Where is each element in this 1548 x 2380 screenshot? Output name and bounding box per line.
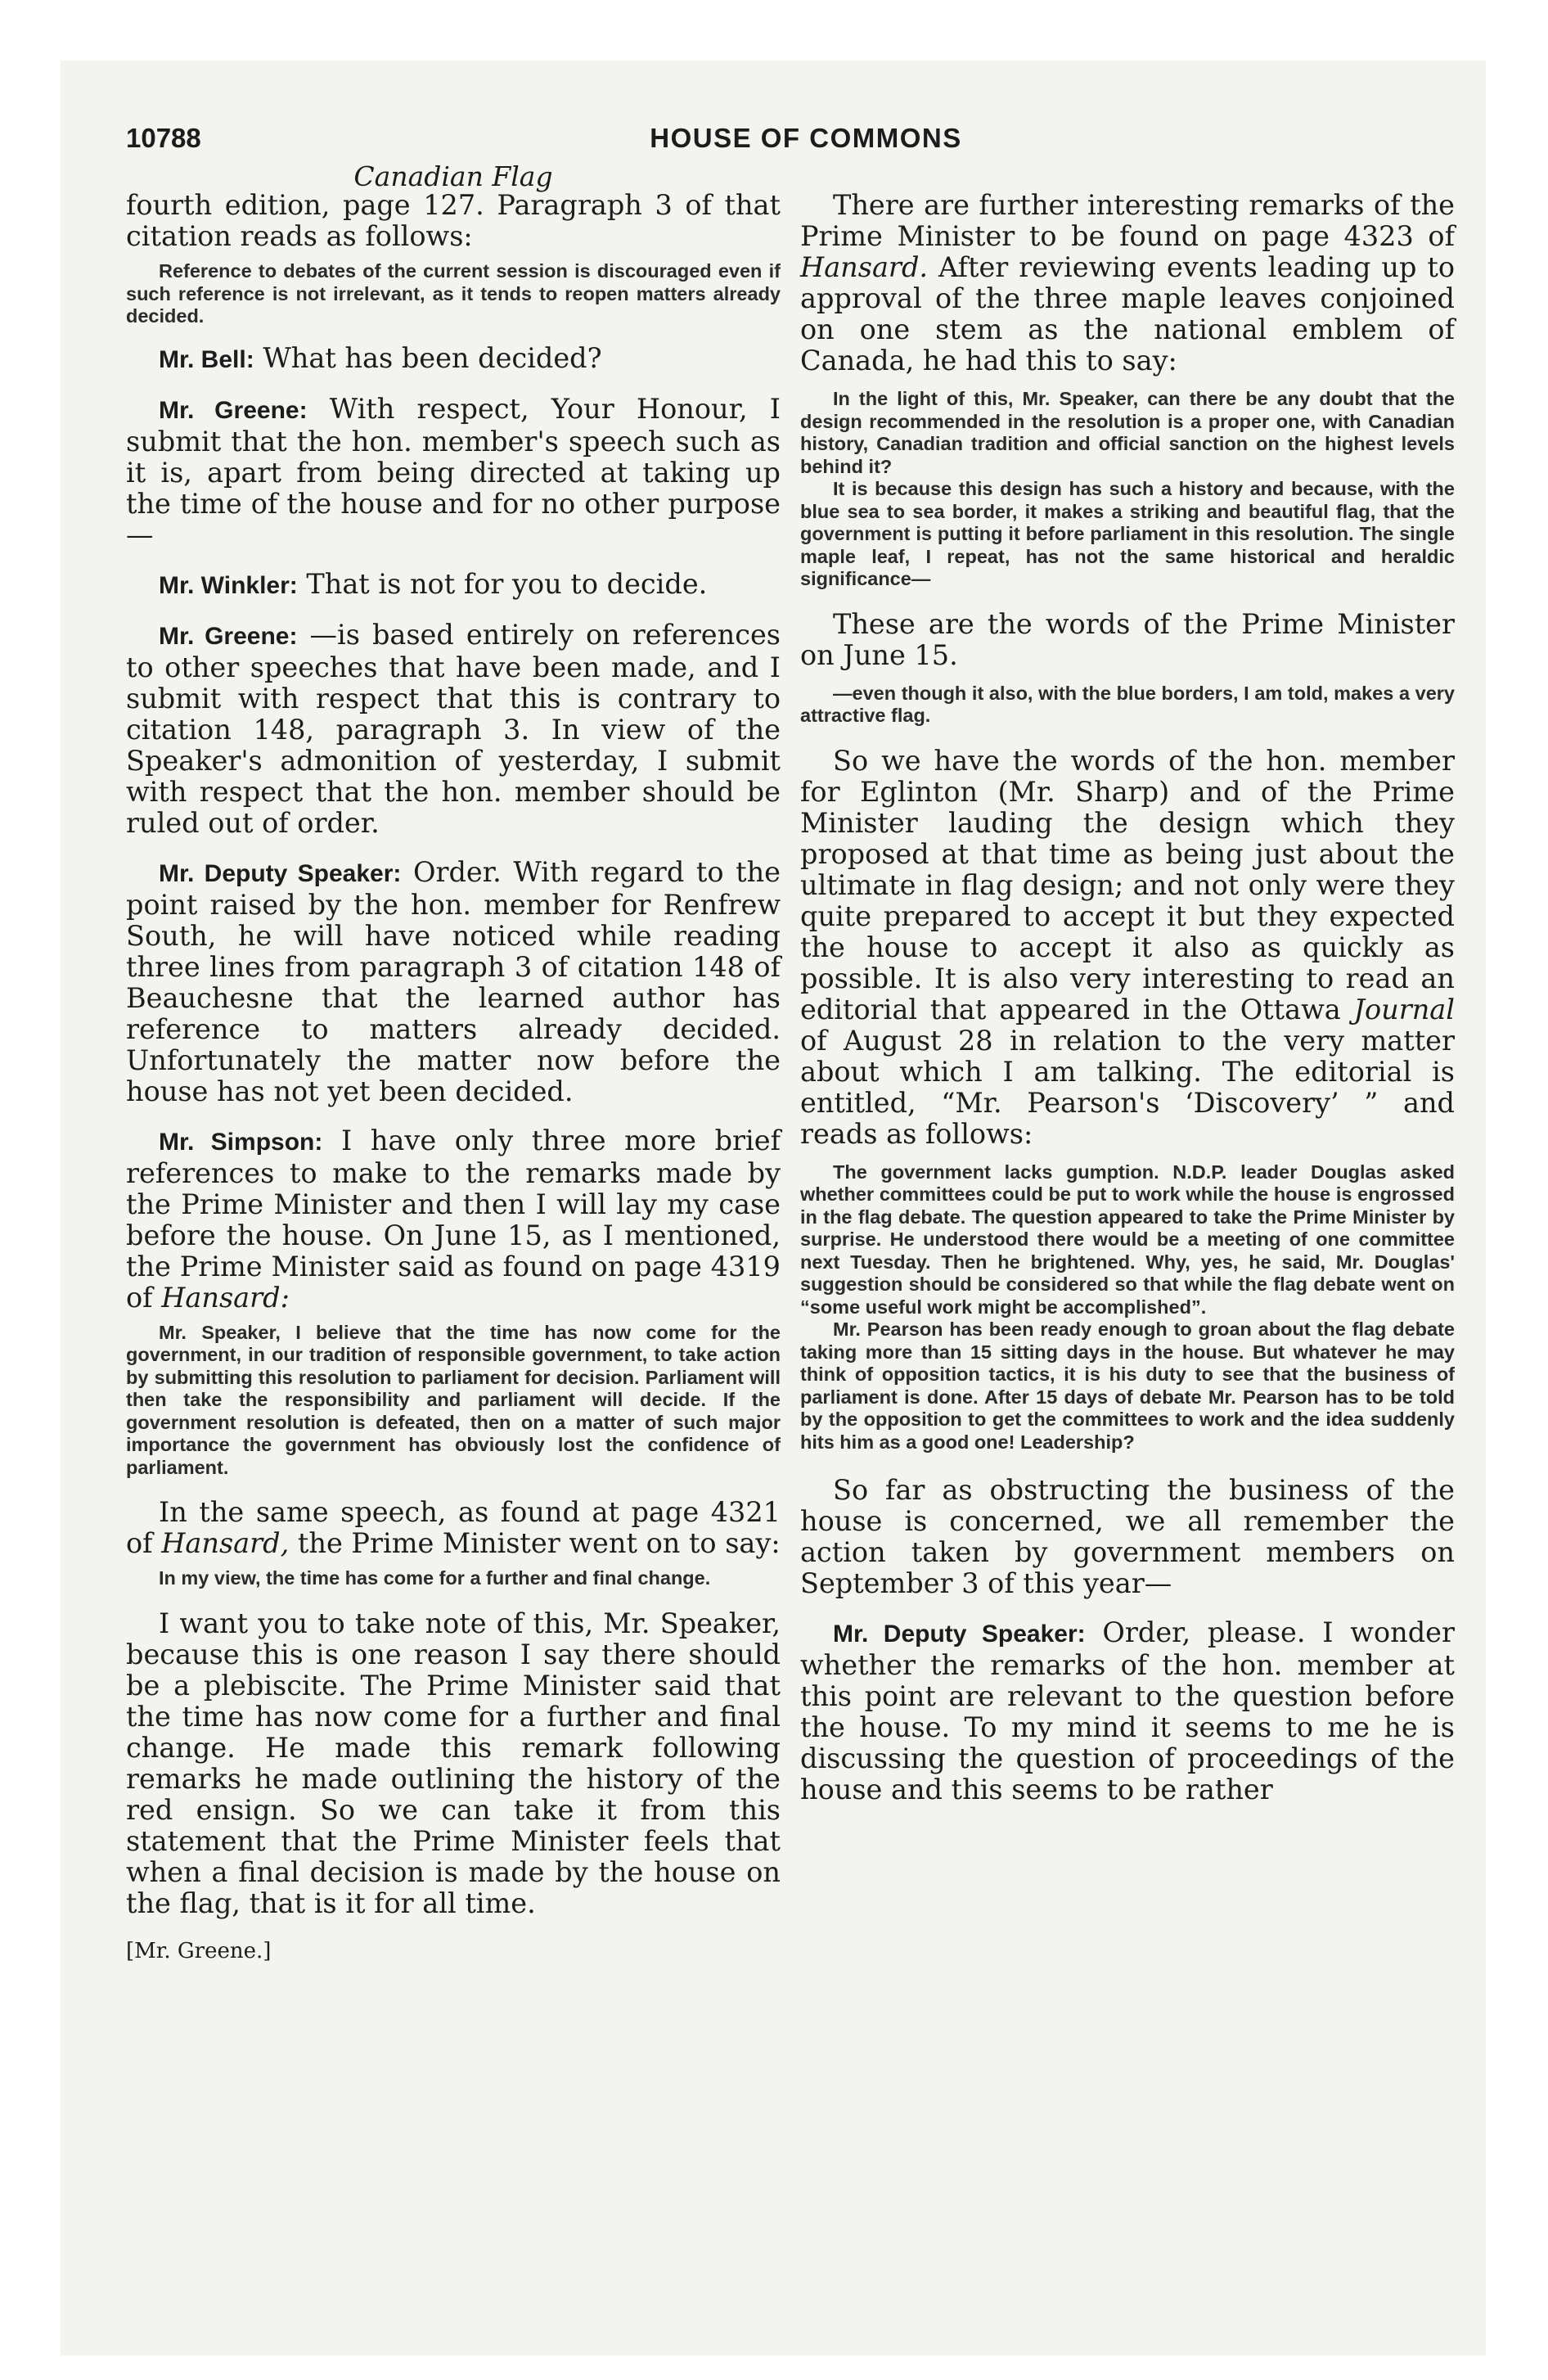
block-quote: Reference to debates of the current session is discouraged even if such reference is not irrelevant, as it tends to reopen matters already decided. [126,260,781,327]
block-quote: In my view, the time has come for a further and final change. [159,1567,711,1589]
left-column [126,190,781,1963]
subject-heading: Canadian Flag [353,160,553,192]
paragraph: Mr. Greene: With respect, Your Honour, I submit that the hon. member's speech such as it is, apart from being directed at taking up the time of the house and for no other purpose— [126,392,781,551]
paragraph: These are the words of the Prime Minister on June 15. [800,607,1455,671]
running-header [126,123,1420,164]
block-quote: —even though it also, with the blue borders, I am told, makes a very attractive flag. [800,682,1455,726]
publication-title: HOUSE OF COMMONS [650,123,962,153]
speaker-name: Mr. Deputy Speaker: [833,1620,1086,1648]
block-quote: It is because this design has such a history and because, with the blue sea to sea border, it makes a striking and beautiful flag, that the government is putting it before parliament in this resolution. The single maple leaf, I repeat, has not the same historical and heraldic significance— [800,478,1455,589]
paragraph: Mr. Bell: What has been decided? [159,341,602,374]
paragraph: Mr. Greene: —is based entirely on references to other speeches that have been made, and I submit with respect that this is contrary to citation 148, paragraph 3. In view of the Speaker's admonition of yesterday, I submit with respect that the hon. member should be ruled out of order. [126,618,781,839]
paragraph: Mr. Winkler: That is not for you to decide. [159,567,708,600]
paragraph: Mr. Deputy Speaker: Order. With regard to the point raised by the hon. member for Renfrew South, he will have noticed while reading three lines from paragraph 3 of citation 148 of Beauchesne that the learned author has reference to matters already decided. Unfortunately the matter now before the house has not yet been decided. [126,855,781,1107]
paragraph: So we have the words of the hon. member for Eglinton (Mr. Sharp) and of the Prime Minister lauding the design which they proposed at that time as being just about the ultimate in flag design; and not only were they quite prepared to accept it but they expected the house to accept it also as quickly as possible. It is also very interesting to read an editorial that appeared in the Ottawa Journal of August 28 in relation to the very matter about which I am talking. The editorial is entitled, “Mr. Pearson's ‘Discovery’ ” and reads as follows: [800,744,1455,1150]
speaker-name: Mr. Greene: [159,622,298,650]
speaker-name: Mr. Deputy Speaker: [159,859,402,887]
speaker-name: Mr. Winkler: [159,571,298,599]
block-quote: The government lacks gumption. N.D.P. leader Douglas asked whether committees could be put to work while the house is engrossed in the flag debate. The question appeared to take the Prime Minister by surprise. He understood there would be a meeting of one committee next Tuesday. Then he brightened. Why, yes, he said, Mr. Douglas' suggestion should be considered so that while the flag debate went on “some useful work might be accomplished”. [800,1161,1455,1318]
paragraph: In the same speech, as found at page 4321 of Hansard, the Prime Minister went on to say: [126,1496,781,1559]
page-number: 10788 [126,123,201,153]
paragraph: So far as obstructing the business of the house is concerned, we all remember the action taken by government members on September 3 of this year— [800,1474,1455,1599]
right-column [800,190,1455,1805]
paragraph: I want you to take note of this, Mr. Speaker, because this is one reason I say there should be a plebiscite. The Prime Minister said that the time has now come for a further and final change. He made this remark following remarks he made outlining the history of the red ensign. So we can take it from this statement that the Prime Minister feels that when a final decision is made by the house on the flag, that is it for all time. [126,1607,781,1919]
block-quote: Mr. Speaker, I believe that the time has now come for the government, in our tradition of responsible government, to take action by submitting this resolution to parliament for decision. Parliament will then take the responsibility and parliament will decide. If the government resolution is defeated, then on a matter of such major importance the government has obviously lost the confidence of parliament. [126,1321,781,1478]
speaker-name: Mr. Bell: [159,345,254,373]
paragraph: fourth edition, page 127. Paragraph 3 of that citation reads as follows: [126,189,781,252]
page [61,61,1486,2355]
block-quote: In the light of this, Mr. Speaker, can there be any doubt that the design recommended in the resolution is a proper one, with Canadian history, Canadian tradition and official sanction on the highest levels behind it? [800,388,1455,477]
paragraph: There are further interesting remarks of the Prime Minister to be found on page 4323 of Hansard. After reviewing events leading up to approval of the three maple leaves conjoined on one stem as the national emblem of Canada, he had this to say: [800,189,1455,376]
speaker-name: Mr. Simpson: [159,1128,323,1156]
paragraph: Mr. Simpson: I have only three more brief references to make to the remarks made by the Prime Minister and then I will lay my case before the house. On June 15, as I mentioned, the Prime Minister said as found on page 4319 of Hansard: [126,1124,781,1314]
block-quote: Mr. Pearson has been ready enough to groan about the flag debate taking more than 15 sitting days in the house. But whatever he may think of opposition tactics, it is his duty to see that the business of parliament is done. After 15 days of debate Mr. Pearson has to be told by the opposition to get the committees to work and the idea suddenly hits him as a good one! Leadership? [800,1318,1455,1453]
paragraph: Mr. Deputy Speaker: Order, please. I wonder whether the remarks of the hon. member at this point are relevant to the question before the house. To my mind it seems to me he is discussing the question of proceedings of the house and this seems to be rather [800,1616,1455,1805]
speaker-footer: [Mr. Greene.] [126,1938,272,1963]
speaker-name: Mr. Greene: [159,396,308,424]
